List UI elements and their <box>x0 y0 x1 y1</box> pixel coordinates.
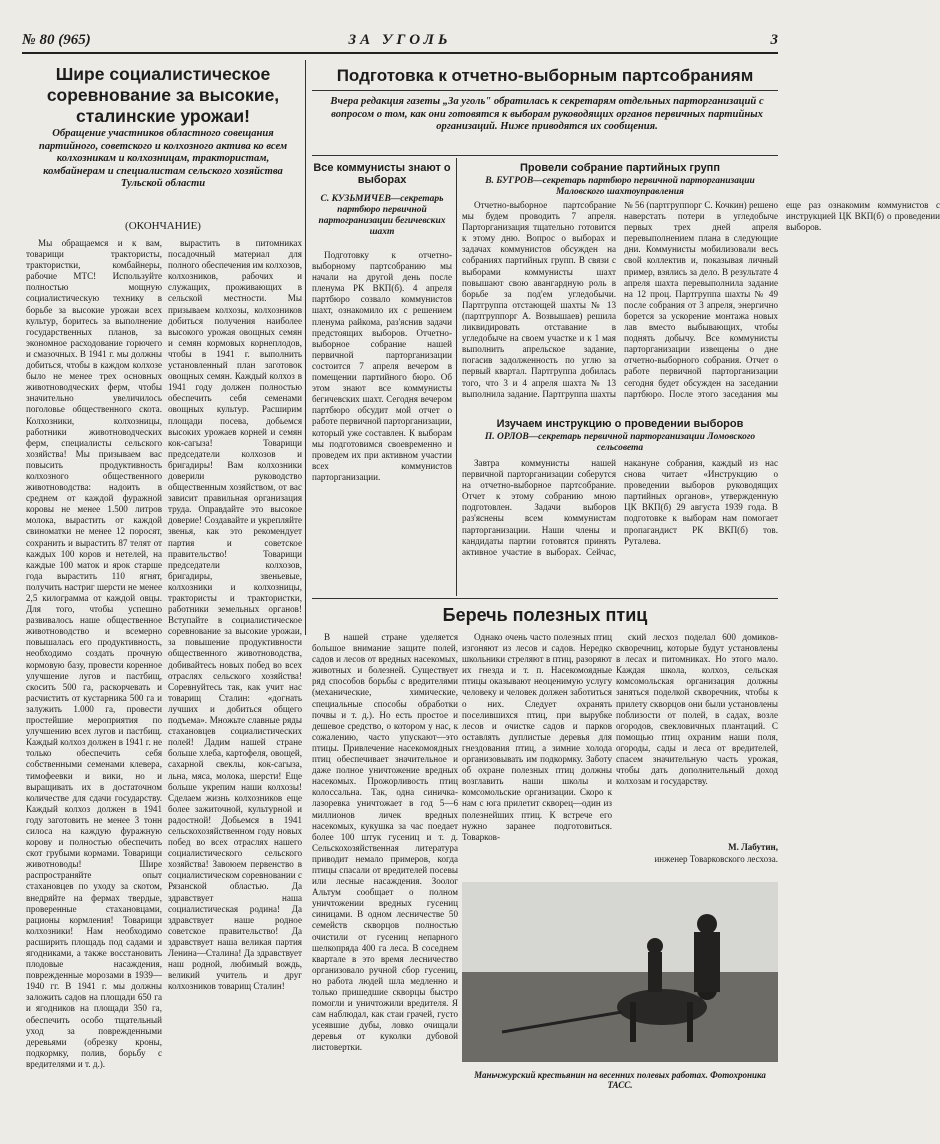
article2-byline: В. БУГРОВ—секретарь партбюро первичной парторганизации Маловского шахтоуправления <box>485 176 755 197</box>
birds-author: М. Лабутин, <box>728 842 778 852</box>
left-article-column-2 <box>168 238 302 1100</box>
left-article-column-1 <box>26 238 162 1100</box>
farmer-photo <box>462 882 778 1062</box>
birds-column-1 <box>312 632 458 1120</box>
left-col2-text: вырастить в питомниках посадочный материал для полного обеспечения им колхозов, колхозников, рабочих и служащих, проживающих в сельской местности. Мы призываем колхозы, колхозников добиться получения наиболее высокого урожая овощных семян и семян кормовых корнеплодов, чтобы в 1941 г. выполнить установленный план заготовок овощных семян. Каждый колхоз в 1941 году должен полностью обеспечить себя семенами овощных культур. Расширим площади посева, добьемся высоких урожаев корней и семян кок-сагыза! Товарищи председатели колхозов и бригадиры! Вам колхозники доверили руководство общественным хозяйством, от вас зависит правильная организация труда. Оправдайте это высокое доверие! Создавайте и укрепляйте звенья, как это рекомендует партия и советское правительство! Товарищи председатели колхозов, бригадиры, звеньевые, колхозники и колхозницы, трактористы и трактористки, работники земельных органов! Вступайте в социалистическое соревнование за высокие урожаи, за повышение продуктивности общественного животноводства, добивайтесь новых побед во всех отраслях сельского хозяйства! Соревнуйтесь так, как учит нас товарищ Сталин: «догнать лучших и добиться общего подъема». Множьте славные ряды стахановцев социалистических полей! Дадим нашей стране больше хлеба, картофеля, овощей, сахарной свеклы, кок-сагыза, льна, мяса, молока, шерсти! Еще больше укрепим наши колхозы! Сделаем жизнь колхозников еще более зажиточной, культурной и радостной! Добьемся в 1941 сельскохозяйственном году новых побед во всех отраслях нашего социалистического сельского хозяйства! Завоюем первенство в социалистическом соревновании с Рязанской областью. Да здравствует наша социалистическая родина! Да здравствует наше родное советское правительство! Да здравствует наша великая партия Ленина—Сталина! Да здравствует наш родной, любимый вождь, великий учитель и друг колхозников товарищ Сталин! <box>168 238 302 992</box>
article2-text <box>462 200 940 410</box>
article1-text <box>312 250 452 590</box>
page-number: 3 <box>770 32 778 48</box>
right-article-intro: Вчера редакция газеты „За уголь" обратилась к секретарям отдельных парторганизаций с вопросом о том, как они готовятся к выборам руководящих органов первичных партийных организаций. Ниже приводятся их сообщения. <box>330 96 764 133</box>
intro-rule <box>312 155 778 156</box>
column-divider <box>305 60 306 635</box>
article3-text <box>462 458 778 592</box>
article1-paragraph: Подготовку к отчетно-выборному партсобранию мы начали на другой день после пленума РК ВКП(б). 4 апреля партбюро созвало коммунистов шахт, ознакомило их с решением пленума райкома, раз'яснив задачи предстоящих выборов. Отчетно-выборное собрание нашей первичной парторганизации состоится 7 апреля вечером в помещении партийного бюро. Об этом знают все коммунисты бегичевских шахт. Сегодня вечером партбюро обсудит мой отчет о работе первичной парторганизации, который уже составлен. К выборам мы подготовимся своевременно и проведем их при активном участии всех коммунистов парторганизации. <box>312 250 452 482</box>
left-article-title: Шире социалистическое соревнование за высокие, сталинские урожаи! <box>46 64 280 126</box>
left-col1-text: Мы обращаемся и к вам, товарищи трактористы, трактористки, комбайнеры, рабочие МТС! Используйте полностью мощную социалистическую технику в борьбе за высокие урожаи всех культур, боритесь за выполнение государственных планов, за экономное расходование горючего и смазочных. В 1941 г. мы должны добиться, чтобы в каждом колхозе было не менее трех основных животноводческих ферм, чтобы значительно увеличилось поголовье общественного скота. Колхозники, колхозницы, работники животноводческих ферм, специалисты сельского хозяйства! Мы призываем вас повысить продуктивность колхозного общественного животноводства: надоить в среднем от каждой фуражной коровы не менее 1.500 литров молока, вырастить от каждой свиноматки не менее 12 поросят, сохранить и вырастить 87 телят от каждых 100 коров и нетелей, на каждые 100 маток и ярок старше года вырастить 110 ягнят, получить настриг шерсти не менее 2,5 килограмма от каждой овцы. Для того, чтобы успешно развивалось наше общественное животноводство и всемерно повышалась его продуктивность, необходимо создать прочную кормовую базу, провести коренное улучшение лугов и пастбищ, скосить 500 га, раскорчевать и расчистить от кустарника 500 га и залужить 1.000 га, провести простейшие мероприятия по улучшению всех лугов и пастбищ. Каждый колхоз должен в 1941 г. не только обеспечить себя собственными семенами клевера, тимофеевки и вики, но и выращивать их в достаточном количестве для сдачи государству. Каждый колхоз должен в 1941 году заготовить не менее 3 тонн силоса на каждую фуражную корову и полностью обеспечить скот грубыми кормами. Товарищи животноводы! Шире распространяйте опыт стахановцев по уходу за скотом, внедряйте на фермах твердые, проверенные стахановцами, рационы кормления! Товарищи колхозники! Нам необходимо расширить площадь под садами и ягодниками, а также восстановить плодовые насаждения, поврежденные морозами в 1939—1940 гг. В 1941 г. мы должны заложить садов на площади 650 га и ягодников на площади 350 га, обеспечить особо тщательный уход за поврежденными деревьями (обрезку кроны, подкормку, полив, борьбу с вредителями и т. д.). <box>26 238 162 1069</box>
photo-caption: Маньчжурский крестьянин на весенних полевых работах. Фотохроника ТАСС. <box>474 1070 766 1090</box>
birds-author-role: инженер Товарковского лесхоза. <box>654 854 778 864</box>
article1-title: Все коммунисты знают о выборах <box>313 162 451 186</box>
right-article-title: Подготовка к отчетно-выборным партсобраниям <box>336 66 754 85</box>
article1-byline: С. КУЗЬМИЧЕВ—секретарь партбюро первичной партогранизации бегичевских шахт <box>318 194 446 237</box>
birds-top-rule <box>312 598 778 599</box>
farmer-photo-illustration <box>462 882 778 1062</box>
article3-byline: П. ОРЛОВ—секретарь первичной парторганизации Ломовского сельсовета <box>484 432 756 453</box>
left-continuation-mark: (ОКОНЧАНИЕ) <box>125 220 201 232</box>
birds-article-title: Беречь полезных птиц <box>442 605 648 625</box>
issue-number: № 80 (965) <box>22 32 91 48</box>
birds-col1-text: В нашей стране уделяется большое внимание защите полей, садов и лесов от вредных насекомых, животных и болезней. Существует ряд способов борьбы с вредителями (механические, химические, специальные способы обработки почвы и т. д.). Но есть простое и дешевое средство, о котором у нас, к сожалению, часто упускают—это птицы. Привлечение насекомоядных птиц обеспечивает значительное и даже полное уничтожение вредных насекомых. Прожорливость птиц колоссальна. Так, одна синичка-лазоревка уничтожает в год 5—6 миллионов личек вредных насекомых, кукушка за час поедает более 100 штук гусениц и т. д. Сельскохозяйственная литература приводит немало примеров, когда птицы спасали от вредителей посевы или лесные насаждения. Зоолог Альтум сообщает о полном уничтожении вредных гусениц синицами. В одном лесничестве 50 семейств скворцов полностью очистили от гусениц непарного шелкопряда 400 га леса. В соседнем квартале в это время лесничество организовало ручной сбор гусениц, но работа людей шла медленно и только пришедшие скворцы быстро помогли и уничтожили вредителя. Я сам наблюдал, как стаи грачей, густо усеявшие дубы, ловко очищали деревья от куколки дубовой листовертки. <box>312 632 458 1053</box>
newspaper-header <box>22 30 778 54</box>
article2-paragraph: Отчетно-выборное партсобрание мы будем проводить 7 апреля. Парторганизация тщательно готовится к этому дню. Вопрос о выборах и задачах коммунистов обсужден на собраниях партийных групп. В связи с выборами коммунисты шахт повышают свою авангардную роль в борьбе за под'ем угледобычи. Партгруппа отстающей шахты № 13 (партгруппорг А. Возвышаев) решила ликвидировать отставание в угледобыче на своем участке и к 1 мая выполнить апрельское задание, погасив задолженность по углю за первый квартал. Партгруппа добилась того, что 3 и 4 апреля шахта № 13 выполнила задание. Партгруппа шахты № 56 (партгруппорг С. Кочкин) решено наверстать потери в угледобыче первых трех дней апреля перевыполнением плана в следующие дни. Коммунисты мобилизовали весь свой коллектив и, показывая личный пример, взялись за дело. В результате 4 апреля шахта перевыполнила задание на 12 проц. Партгруппа шахты № 49 после собрания от 3 апреля, энергично борется за ускорение монтажа новых лав вместо выбывающих, чтобы поднять добычу. Все коммунисты парторганизации извещены о дне отчетно-выборного собрания. Отчет о работе первичной парторганизации сегодня будет обсужден на заседании партбюро. После этого заседания мы еще раз ознакомим коммунистов с инструкцией ЦК ВКП(б) о проведении выборов. <box>462 200 940 399</box>
birds-column-2 <box>462 632 612 880</box>
article2-title: Провели собрание партийных групп <box>520 162 720 174</box>
article3-title: Изучаем инструкцию о проведении выборов <box>496 418 744 430</box>
birds-column-3 <box>616 632 778 840</box>
article3-paragraph: Завтра коммунисты нашей первичной парторганизации соберутся на отчетно-выборное партсобрание. Отчет к этому собранию мною подготовлен. Задачи выборов раз'яснены всем коммунистам парторганизации. Наши члены и кандидаты партии готовятся принять активное участие в выборах. Сейчас, накануне собрания, каждый из нас снова читает «Инструкцию о проведении выборов руководящих партийных органов», утвержденную ЦК ВКП(б) 29 августа 1939 года. В подготовке к выборам нам помогает пропагандист РК ВКП(б) тов. Руталева. <box>462 458 778 557</box>
newspaper-name: ЗА УГОЛЬ <box>348 32 452 48</box>
birds-col2-text: Однако очень часто полезных птиц изгоняют из лесов и садов. Нередко школьники стреляют в птиц, разоряют их гнезда и т. п. Насекомоядные птицы оказывают неоценимую услугу человеку и человек должен заботиться о них. Следует охранять поселившихся птиц, при вырубке лесов и очистке садов и парков оставлять дуплистые деревья для гнездования птиц, а зимние холода организовывать им подкормку. Заботу об охране полезных птиц должны возглавить наши школы и комсомольские организации. Скоро к нам с юга прилетит скворец—один из полезнейших птиц. К встрече его нужно заранее подготовиться. Товарков- <box>462 632 612 842</box>
left-appeal-subtitle: Обращение участников областного совещания партийного, советского и колхозного актива ко всем колхозникам и колхозницам, трактористам, комбайнерам и специалистам сельского хозяйства Тульской области <box>38 128 288 190</box>
title-rule <box>312 90 778 91</box>
birds-col3-text: ский лесхоз поделал 600 домиков-скворечниц, которые будут установлены в лесах и питомниках. Но этого мало. Каждая школа, колхоз, сельская комсомольская организация должны заняться поделкой скворечник, чтобы к прилету скворцов они были установлены поблизости от полей, в садах, возле огородов, свекловичных плантаций. С помощью птиц охраним наши поля, огороды, сады и леса от вредителей, спасем значительную часть урожая, чтобы дать дополнительный доход колхозам и государству. <box>616 632 778 787</box>
sub-column-divider <box>456 158 457 596</box>
